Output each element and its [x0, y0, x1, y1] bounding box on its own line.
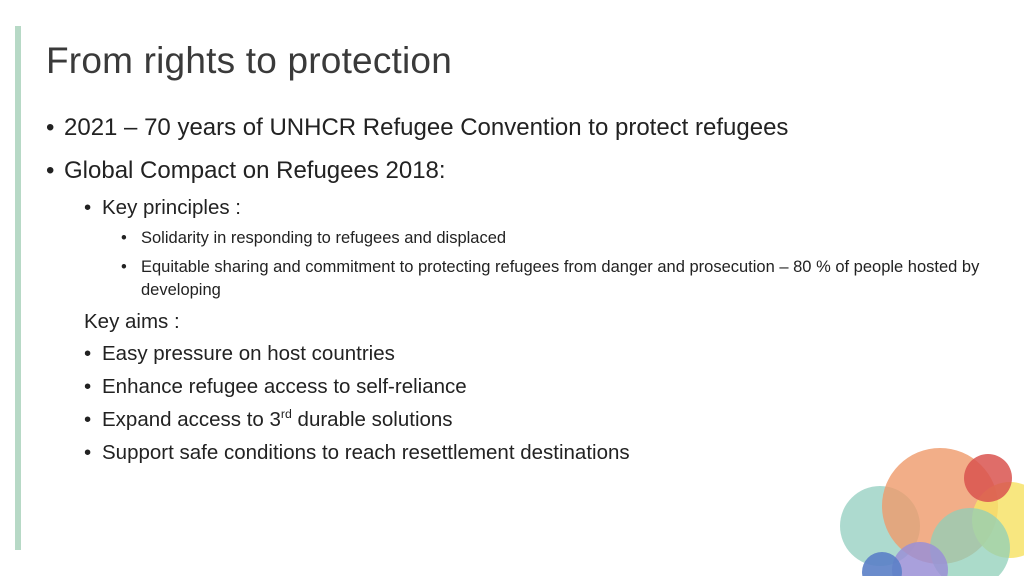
bullet-text: 2021 – 70 years of UNHCR Refugee Convention to protect refugees: [64, 114, 789, 141]
bullet-text: Easy pressure on host countries: [102, 342, 395, 365]
bullet-aim-durable-solutions: [84, 408, 453, 432]
bullet-dot: •: [84, 375, 92, 398]
bullet-aim-self-reliance: [84, 375, 467, 399]
bullet-dot: •: [46, 157, 55, 184]
bullet-dot: •: [121, 229, 127, 247]
slide-title: From rights to protection: [46, 40, 452, 81]
aim-3-text-start: Expand access to 3: [102, 408, 281, 431]
bullet-text: [102, 408, 453, 432]
bullet-dot: •: [46, 114, 55, 141]
bullet-key-principles: [84, 196, 241, 220]
bullet-aim-pressure: [84, 342, 395, 366]
bubble-red: [964, 454, 1012, 502]
bullet-convention: [46, 114, 788, 142]
bullet-text: Enhance refugee access to self-reliance: [102, 375, 467, 398]
bullet-dot: •: [84, 441, 92, 464]
bullet-text: Support safe conditions to reach resettlement destinations: [102, 441, 630, 464]
bullet-text: Solidarity in responding to refugees and displaced: [141, 229, 507, 247]
bullet-aim-resettlement: [84, 441, 630, 465]
bullet-dot: •: [121, 258, 127, 276]
ordinal-superscript: rd: [280, 407, 292, 422]
bullet-text: Global Compact on Refugees 2018:: [64, 157, 446, 184]
decorative-speech-bubbles: [820, 440, 1024, 576]
bullet-principle-equitable: [121, 256, 991, 302]
left-accent-bar: [15, 26, 21, 550]
bullet-dot: •: [84, 342, 92, 365]
key-aims-heading: Key aims :: [84, 310, 180, 333]
aim-3-text-end: durable solutions: [291, 408, 453, 431]
bullet-dot: •: [84, 196, 92, 219]
bullet-text: Equitable sharing and commitment to protecting refugees from danger and prosecution – 80 % of people hosted by developing: [141, 258, 980, 299]
bullet-text: Key principles :: [102, 196, 242, 219]
bullet-global-compact: [46, 157, 446, 185]
bullet-dot: •: [84, 408, 92, 431]
bullet-principle-solidarity: [121, 229, 506, 248]
